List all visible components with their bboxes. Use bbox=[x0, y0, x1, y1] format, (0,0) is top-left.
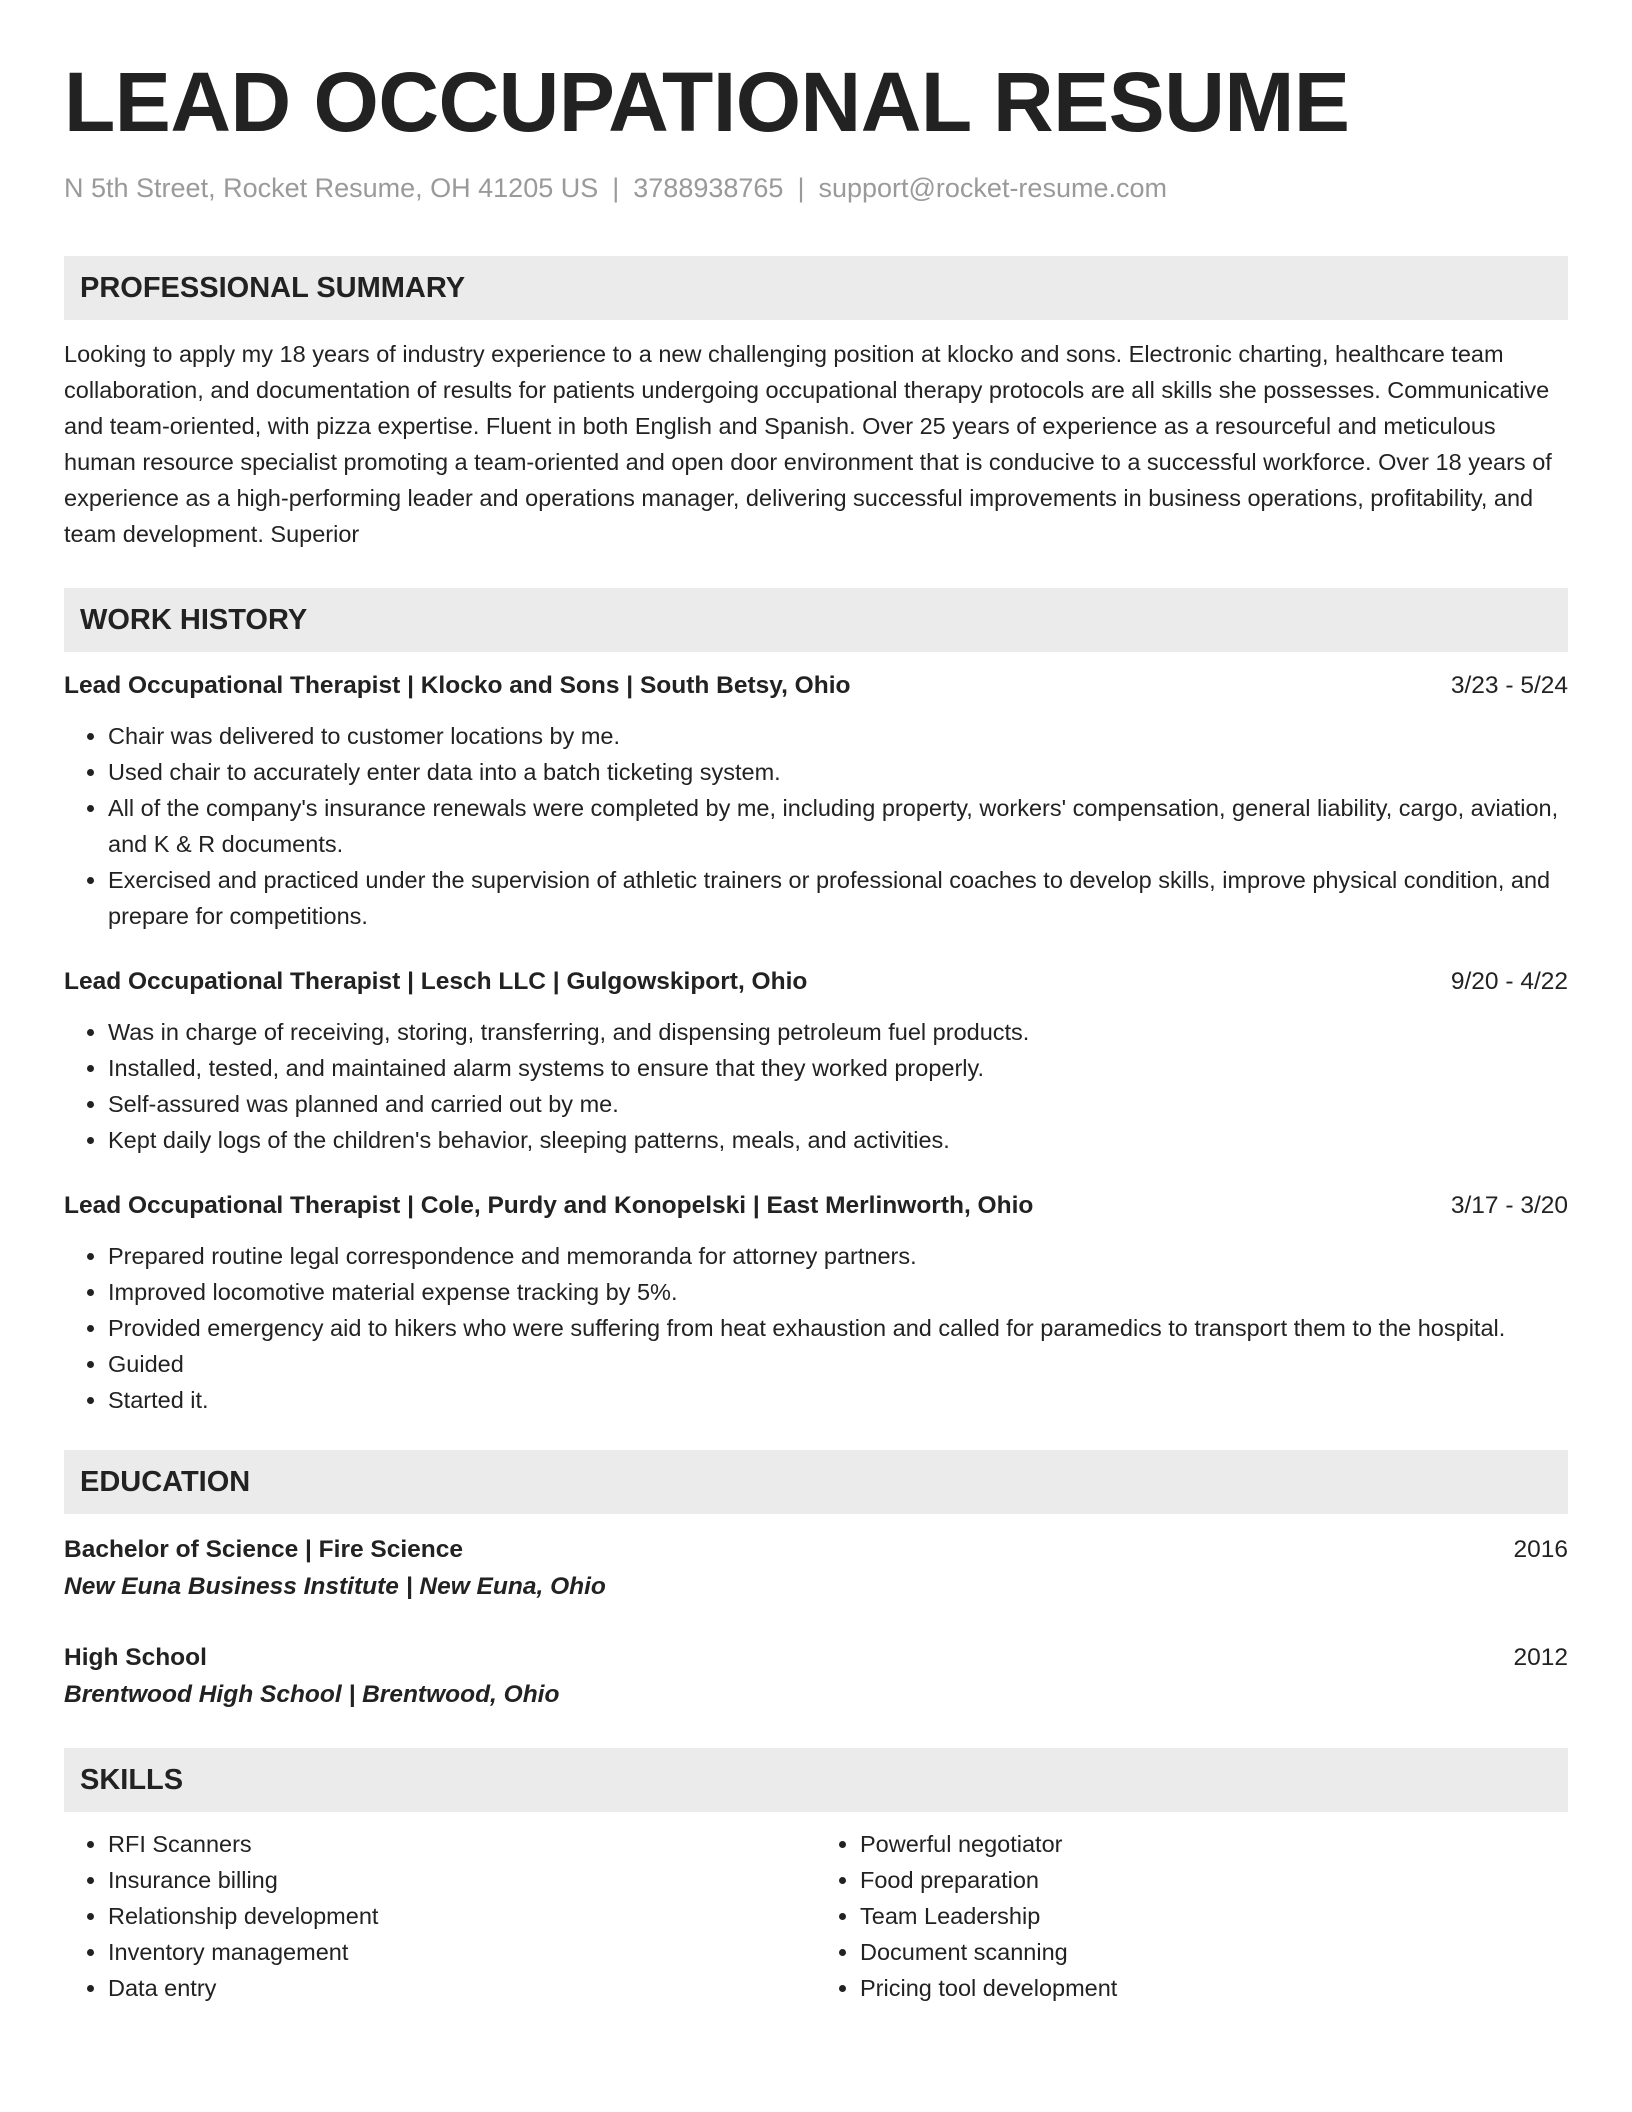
education-year: 2016 bbox=[1513, 1536, 1568, 1563]
job-bullet: • Was in charge of receiving, storing, transferring, and dispensing petroleum fuel products. bbox=[108, 1014, 1568, 1050]
job-dates: 3/17 - 3/20 bbox=[1450, 1192, 1568, 1219]
skill-item: • Pricing tool development bbox=[860, 1970, 1568, 2006]
job-header bbox=[64, 964, 1568, 1000]
skills-list bbox=[64, 1826, 1568, 2006]
education-entry bbox=[64, 1532, 1568, 1606]
education-year: 2012 bbox=[1513, 1644, 1568, 1671]
contact-line bbox=[64, 170, 1568, 206]
job-bullets bbox=[64, 718, 1568, 934]
email: support@rocket-resume.com bbox=[818, 173, 1167, 203]
summary-text: Looking to apply my 18 years of industry experience to a new challenging position at klocko and sons. Electronic charting, healthcare team collaboration, and documentation of results for patients undergoing occupational therapy protocols are all skills she possesses. Communicative and team-oriented, with pizza expertise. Fluent in both English and Spanish. Over 25 years of experience as a resourceful and meticulous human resource specialist promoting a team-oriented and open door environment that is conducive to a successful workforce. Over 18 years of experience as a high-performing leader and operations manager, delivering successful improvements in business operations, profitability, and team development. Superior bbox=[64, 341, 1552, 547]
job-entry bbox=[64, 1188, 1568, 1418]
contact-separator: | bbox=[797, 173, 805, 203]
section-heading-education: EDUCATION bbox=[64, 1450, 1568, 1514]
job-header bbox=[64, 1188, 1568, 1224]
job-bullet: • Chair was delivered to customer locations by me. bbox=[108, 718, 1568, 754]
skill-item: • Powerful negotiator bbox=[860, 1826, 1568, 1862]
skill-item: • Inventory management bbox=[108, 1934, 816, 1970]
skill-item: • Team Leadership bbox=[860, 1898, 1568, 1934]
job-dates: 3/23 - 5/24 bbox=[1450, 672, 1568, 699]
job-entry bbox=[64, 964, 1568, 1158]
education-degree: Bachelor of Science | Fire Science bbox=[64, 1536, 464, 1563]
contact-separator: | bbox=[612, 173, 620, 203]
address: N 5th Street, Rocket Resume, OH 41205 US bbox=[64, 173, 599, 203]
job-bullet: • All of the company's insurance renewals were completed by me, including property, workers' compensation, general liability, cargo, aviation, and K & R documents. bbox=[108, 790, 1568, 862]
job-bullet: • Guided bbox=[108, 1346, 1568, 1382]
job-bullet: • Installed, tested, and maintained alarm systems to ensure that they worked properly. bbox=[108, 1050, 1568, 1086]
education-degree: High School bbox=[64, 1644, 207, 1671]
job-title: Lead Occupational Therapist | Cole, Purdy and Konopelski | East Merlinworth, Ohio bbox=[64, 1192, 1034, 1219]
job-bullet: • Started it. bbox=[108, 1382, 1568, 1418]
education-school: Brentwood High School | Brentwood, Ohio bbox=[64, 1681, 560, 1708]
job-title: Lead Occupational Therapist | Klocko and Sons | South Betsy, Ohio bbox=[64, 672, 851, 699]
job-bullets bbox=[64, 1014, 1568, 1158]
job-bullet: • Used chair to accurately enter data into a batch ticketing system. bbox=[108, 754, 1568, 790]
section-heading-work-history: WORK HISTORY bbox=[64, 588, 1568, 652]
job-entry bbox=[64, 668, 1568, 934]
skills-column-right bbox=[816, 1826, 1568, 2006]
phone: 3788938765 bbox=[633, 173, 784, 203]
resume-title: LEAD OCCUPATIONAL RESUME bbox=[64, 55, 1350, 149]
education-entry bbox=[64, 1640, 1568, 1714]
skill-item: • Food preparation bbox=[860, 1862, 1568, 1898]
skill-item: • Relationship development bbox=[108, 1898, 816, 1934]
job-bullet: • Prepared routine legal correspondence and memoranda for attorney partners. bbox=[108, 1238, 1568, 1274]
skill-item: • Data entry bbox=[108, 1970, 816, 2006]
education-header bbox=[64, 1640, 1568, 1676]
job-bullet: • Exercised and practiced under the supervision of athletic trainers or professional coaches to develop skills, improve physical condition, and prepare for competitions. bbox=[108, 862, 1568, 934]
job-bullet: • Self-assured was planned and carried out by me. bbox=[108, 1086, 1568, 1122]
section-heading-skills: SKILLS bbox=[64, 1748, 1568, 1812]
skill-item: • Insurance billing bbox=[108, 1862, 816, 1898]
job-bullet: • Provided emergency aid to hikers who were suffering from heat exhaustion and called for paramedics to transport them to the hospital. bbox=[108, 1310, 1568, 1346]
job-bullet: • Kept daily logs of the children's behavior, sleeping patterns, meals, and activities. bbox=[108, 1122, 1568, 1158]
skills-column-left bbox=[64, 1826, 816, 2006]
education-school: New Euna Business Institute | New Euna, Ohio bbox=[64, 1573, 606, 1600]
job-title: Lead Occupational Therapist | Lesch LLC | Gulgowskiport, Ohio bbox=[64, 968, 808, 995]
job-dates: 9/20 - 4/22 bbox=[1450, 968, 1568, 995]
job-bullets bbox=[64, 1238, 1568, 1418]
education-header bbox=[64, 1532, 1568, 1568]
job-header bbox=[64, 668, 1568, 704]
skill-item: • Document scanning bbox=[860, 1934, 1568, 1970]
skill-item: • RFI Scanners bbox=[108, 1826, 816, 1862]
job-bullet: • Improved locomotive material expense tracking by 5%. bbox=[108, 1274, 1568, 1310]
section-heading-summary: PROFESSIONAL SUMMARY bbox=[64, 256, 1568, 320]
